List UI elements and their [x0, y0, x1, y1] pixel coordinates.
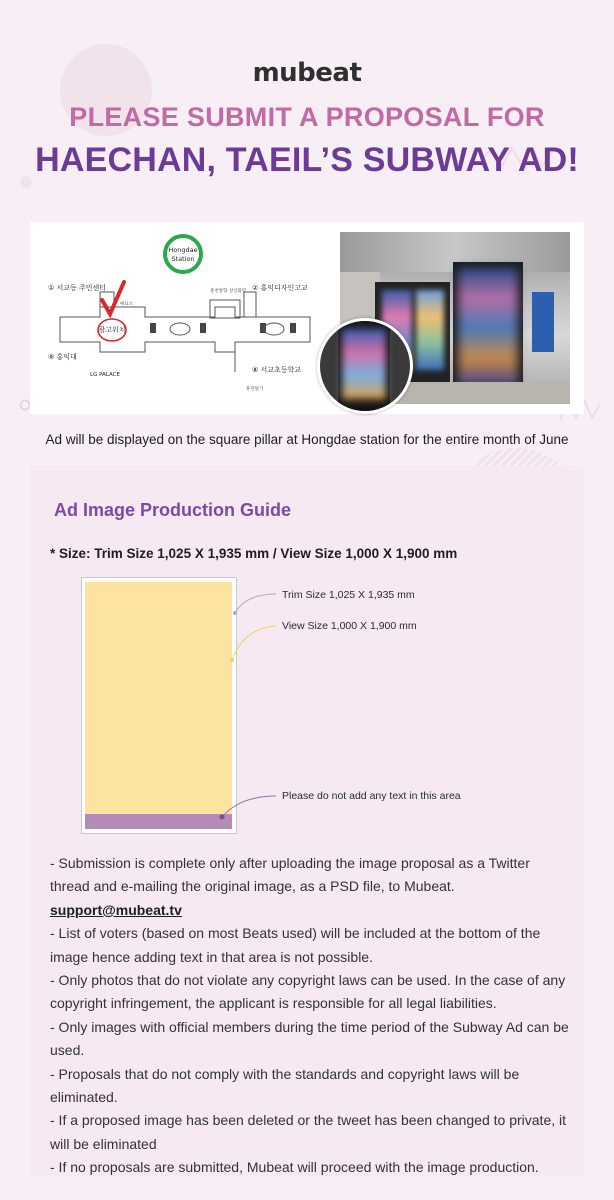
exit-9-label: ⑨ 홍익대: [48, 353, 77, 361]
ad-position-label: 광고위치: [98, 326, 126, 334]
mubeat-logo: [0, 58, 614, 88]
ad-caption: Ad will be displayed on the square pillar at Hongdae station for the entire month of June: [45, 432, 569, 447]
view-size-area: [85, 582, 232, 814]
no-text-area: [85, 814, 232, 829]
rule-item: - If a proposed image has been deleted or the tweet has been changed to private, it will be eliminated: [50, 1112, 567, 1152]
station-map: [30, 222, 334, 414]
submission-rules: [50, 852, 570, 1180]
exit-8-label: ⑧ 서교초등학교: [252, 366, 302, 374]
rule-item: - List of voters (based on most Beats used) will be included at the bottom of the image hence adding text in that area is not possible.: [50, 925, 541, 965]
view-size-label: View Size 1,000 X 1,900 mm: [282, 620, 417, 632]
map-small-label: 춘천방향 상상화랑: [210, 289, 247, 294]
rule-item: - Only images with official members during the time period of the Subway Ad can be used.: [50, 1018, 569, 1059]
no-text-label: Please do not add any text in this area: [282, 790, 461, 802]
logo-text: mubeat: [252, 58, 362, 88]
map-small-label: 매표소: [120, 302, 134, 307]
exit-1-label: ① 서교동 주민센터: [48, 284, 107, 292]
trim-size-label: Trim Size 1,025 X 1,935 mm: [282, 589, 415, 601]
rule-item: - If no proposals are submitted, Mubeat will proceed with the image production.: [50, 1159, 539, 1176]
station-name-line1: Hongdae: [168, 246, 198, 254]
map-small-label: 휴면탈가: [246, 387, 264, 392]
page-title-line2: HAECHAN, TAEIL’S SUBWAY AD!: [35, 141, 579, 179]
size-spec: * Size: Trim Size 1,025 X 1,935 mm / View Size 1,000 X 1,900 mm: [50, 546, 458, 561]
exit-2-label: ② 홍익디자인고교: [252, 284, 308, 292]
pillar-zoom-photo: [317, 318, 413, 414]
support-email-link[interactable]: support@mubeat.tv: [50, 901, 182, 918]
station-image-card: [30, 222, 584, 414]
rule-item: - Only photos that do not violate any copyright laws can be used. In the case of any copyright infringement, the applicant is responsible for all legal liabilities.: [50, 972, 566, 1012]
rule-item: - Submission is complete only after uploading the image proposal as a Twitter thread and e-mailing the original image, as a PSD file, to Mubeat. support@mubeat.tv: [50, 855, 530, 918]
rule-item: - Proposals that do not comply with the standards and copyright laws will be eliminated.: [50, 1065, 520, 1106]
page-title-line1: PLEASE SUBMIT A PROPOSAL FOR: [69, 102, 545, 132]
lg-palace-label: LG PALACE: [90, 372, 120, 378]
guide-title: Ad Image Production Guide: [54, 500, 292, 520]
station-name-line2: Station: [171, 255, 195, 263]
